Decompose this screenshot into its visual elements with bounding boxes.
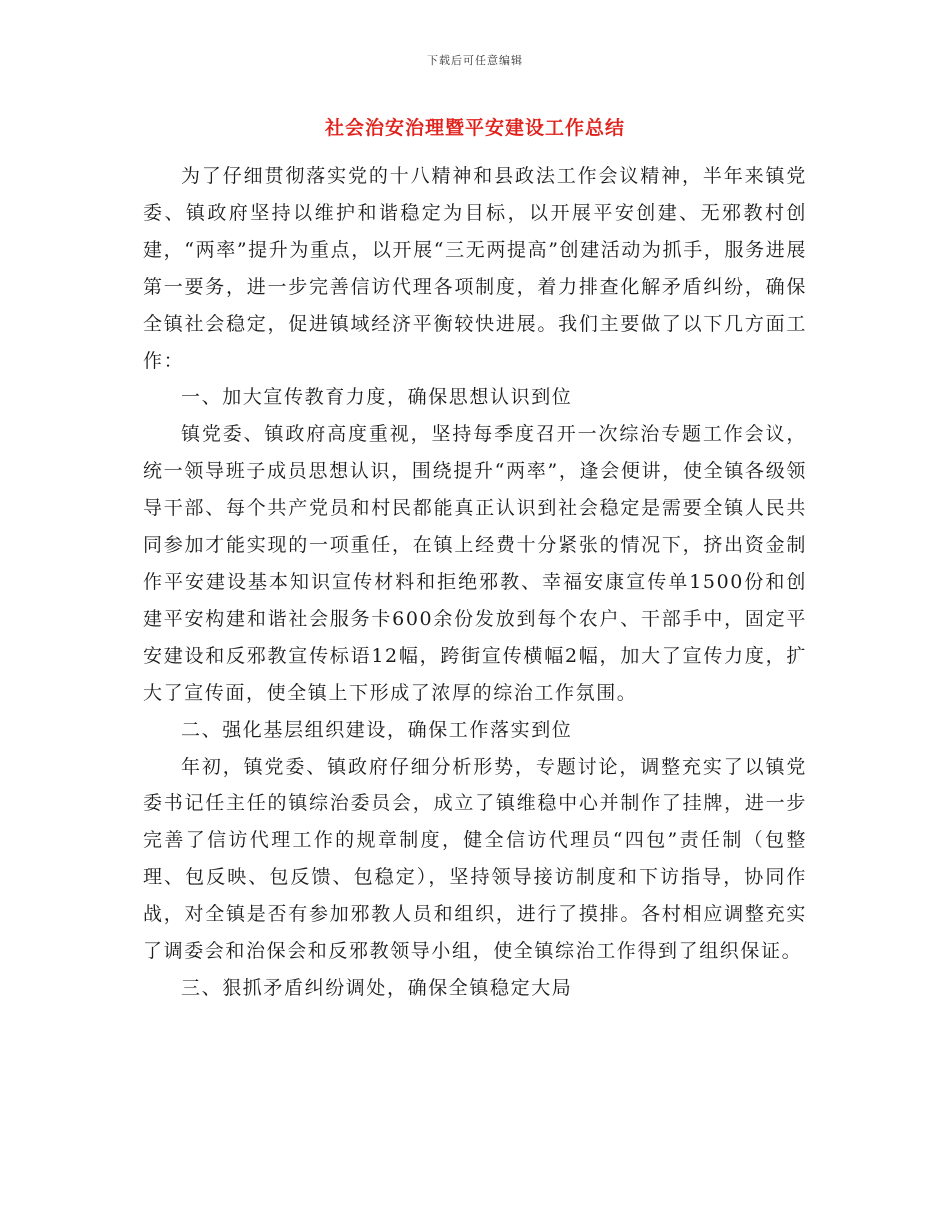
section-heading-3: 三、狠抓矛盾纠纷调处，确保全镇稳定大局	[181, 976, 573, 999]
page-header-note: 下载后可任意编辑	[427, 54, 523, 67]
section-1-paragraph: 镇党委、镇政府高度重视，坚持每季度召开一次综治专题工作会议，统一领导班子成员思想认识，围绕提升“两率”，逢会便讲，使全镇各级领导干部、每个共产党员和村民都能真正认识到社会稳定是需要全镇人民共同参加才能实现的一项重任，在镇上经费十分紧张的情况下，挤出资金制作平安建设基本知识宣传材料和拒绝邪教、幸福安康宣传单1500份和创建平安构建和谐社会服务卡600余份发放到每个农户、干部手中，固定平安建设和反邪教宣传标语12幅，跨街宣传横幅2幅，加大了宣传力度，扩大了宣传面，使全镇上下形成了浓厚的综治工作氛围。	[143, 423, 807, 704]
section-2-paragraph: 年初，镇党委、镇政府仔细分析形势，专题讨论，调整充实了以镇党委书记任主任的镇综治委员会，成立了镇维稳中心并制作了挂牌，进一步完善了信访代理工作的规章制度，健全信访代理员“四包”责任制（包整理、包反映、包反馈、包稳定），坚持领导接访制度和下访指导，协同作战，对全镇是否有参加邪教人员和组织，进行了摸排。各村相应调整充实了调委会和治保会和反邪教领导小组，使全镇综治工作得到了组织保证。	[143, 755, 807, 963]
section-heading-2: 二、强化基层组织建设，确保工作落实到位	[181, 718, 573, 741]
document-body	[143, 158, 807, 1007]
intro-paragraph: 为了仔细贯彻落实党的十八精神和县政法工作会议精神，半年来镇党委、镇政府坚持以维护和谐稳定为目标，以开展平安创建、无邪教村创建，“两率”提升为重点，以开展“三无两提高”创建活动为抓手，服务进展第一要务，进一步完善信访代理各项制度，着力排查化解矛盾纠纷，确保全镇社会稳定，促进镇域经济平衡较快进展。我们主要做了以下几方面工作：	[143, 165, 807, 372]
section-heading-1: 一、加大宣传教育力度，确保思想认识到位	[181, 386, 573, 409]
document-title: 社会治安治理暨平安建设工作总结	[324, 117, 625, 139]
